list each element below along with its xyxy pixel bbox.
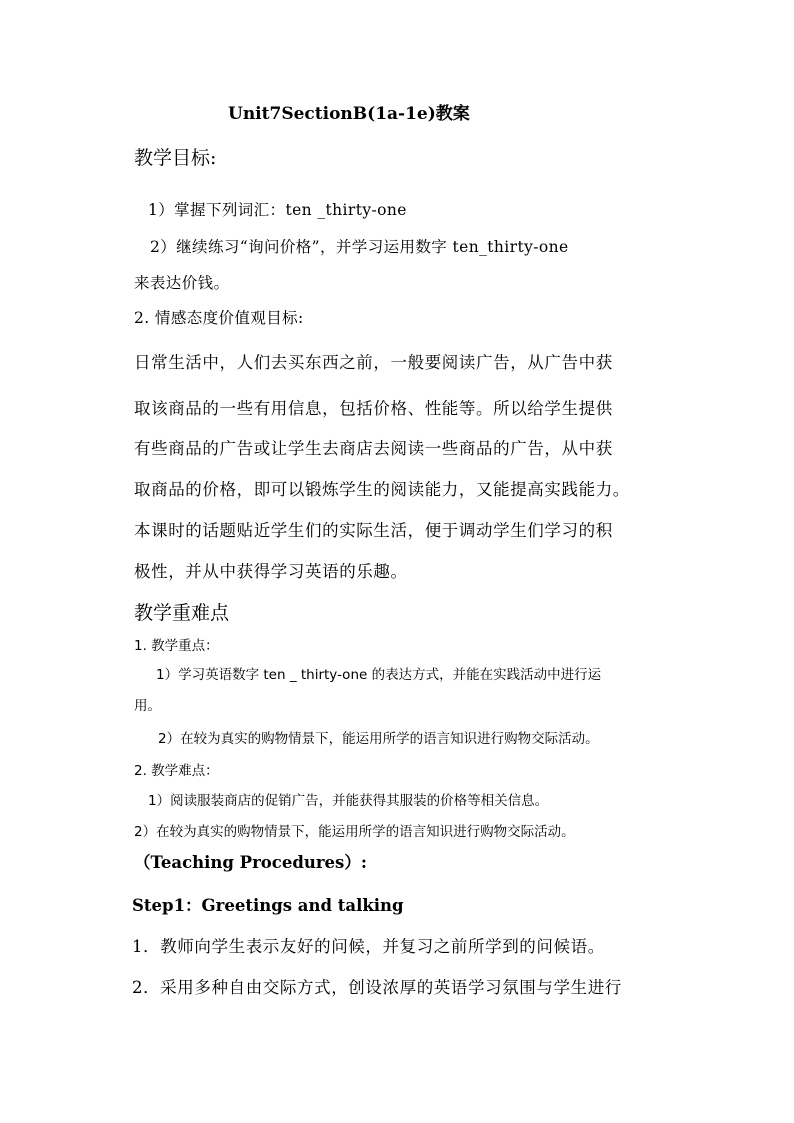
objective-line-1: 1）掌握下列词汇：ten _thirty-one bbox=[148, 201, 407, 219]
emotion-paragraph-line: 取商品的价格，即可以锻炼学生的阅读能力，又能提高实践能力。 bbox=[134, 480, 630, 499]
key-points-heading: 教学重难点 bbox=[134, 602, 230, 624]
difficult-point-line: 1）阅读服装商店的促销广告，并能获得其服装的价格等相关信息。 bbox=[148, 793, 549, 809]
difficult-point-line: 2）在较为真实的购物情景下，能运用所学的语言知识进行购物交际活动。 bbox=[134, 824, 575, 840]
step1-line-1: 1．教师向学生表示友好的问候，并复习之前所学到的问候语。 bbox=[132, 937, 605, 956]
emotion-paragraph-line: 取该商品的一些有用信息，包括价格、性能等。所以给学生提供 bbox=[134, 399, 613, 418]
emotion-paragraph-line: 日常生活中，人们去买东西之前，一般要阅读广告，从广告中获 bbox=[134, 353, 613, 372]
objectives-heading: 教学目标: bbox=[134, 147, 217, 169]
key-point-line: 2）在较为真实的购物情景下，能运用所学的语言知识进行购物交际活动。 bbox=[158, 731, 599, 747]
difficult-points-subheading: 2. 教学难点： bbox=[134, 763, 219, 779]
step1-line-2: 2．采用多种自由交际方式，创设浓厚的英语学习氛围与学生进行 bbox=[132, 978, 622, 997]
procedures-heading: （Teaching Procedures）: bbox=[134, 853, 367, 872]
key-point-line: 1）学习英语数字 ten _ thirty-one 的表达方式，并能在实践活动中进行运 bbox=[156, 667, 602, 683]
emotion-paragraph-line: 本课时的话题贴近学生们的实际生活，便于调动学生们学习的积 bbox=[134, 521, 613, 540]
key-point-line: 用。 bbox=[134, 698, 161, 714]
emotion-paragraph-line: 有些商品的广告或让学生去商店去阅读一些商品的广告，从中获 bbox=[134, 439, 613, 458]
objective-line-3: 来表达价钱。 bbox=[134, 274, 230, 292]
key-points-subheading: 1. 教学重点： bbox=[134, 638, 219, 654]
document-title: Unit7SectionB(1a-1e)教案 bbox=[228, 104, 470, 124]
emotion-heading: 2. 情感态度价值观目标: bbox=[134, 309, 304, 327]
step1-heading: Step1：Greetings and talking bbox=[132, 896, 404, 915]
objective-line-2: 2）继续练习“询问价格”，并学习运用数字 ten_thirty-one bbox=[150, 238, 569, 256]
emotion-paragraph-line: 极性，并从中获得学习英语的乐趣。 bbox=[134, 562, 408, 581]
